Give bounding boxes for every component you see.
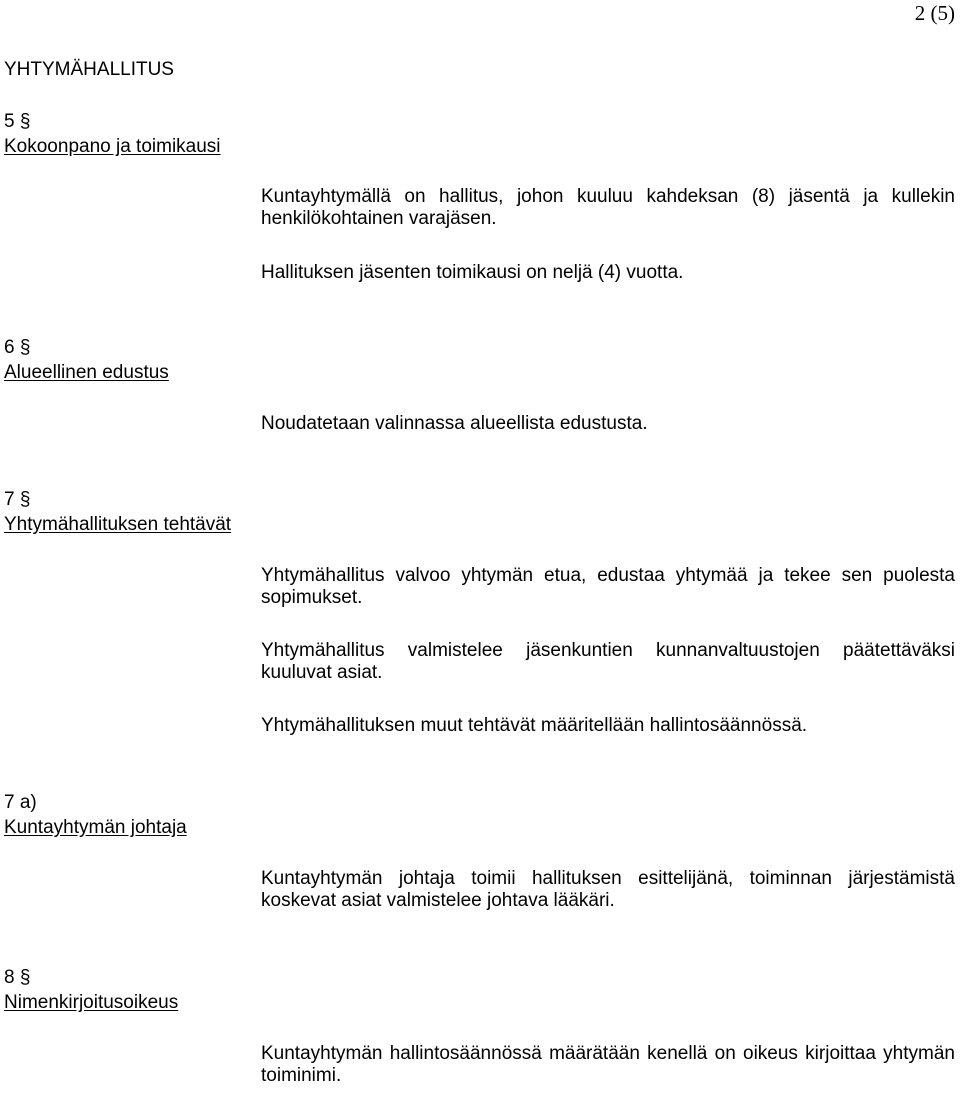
section-number: 5: [4, 111, 15, 132]
section-symbol: §: [19, 489, 31, 510]
section-number: 7: [4, 489, 15, 510]
section-7-title: Yhtymähallituksen tehtävät: [4, 514, 232, 535]
section-number: 7 a): [4, 792, 37, 813]
section-7a-title: Kuntayhtymän johtaja: [4, 817, 187, 838]
section-6-paragraph-1: Noudatetaan valinnassa alueellista edustusta.: [261, 413, 648, 434]
section-number: 8: [4, 967, 15, 988]
section-6-number-line: [4, 337, 30, 359]
section-5-title: Kokoonpano ja toimikausi: [4, 136, 221, 157]
section-5-number-line: [4, 111, 30, 133]
section-number: 6: [4, 337, 15, 358]
section-7-paragraph-3: Yhtymähallituksen muut tehtävät määritellään hallintosäännössä.: [261, 715, 808, 736]
page-number: 2 (5): [914, 1, 955, 25]
section-5-paragraph-1: Kuntayhtymällä on hallitus, johon kuuluu kahdeksan (8) jäsentä ja kullekin henkilökohtainen varajäsen.: [261, 186, 955, 229]
section-8-title: Nimenkirjoitusoikeus: [4, 992, 179, 1013]
section-7-number-line: [4, 489, 30, 511]
section-7a-paragraph-1: Kuntayhtymän johtaja toimii hallituksen esittelijänä, toiminnan järjestämistä koskevat asiat valmistelee johtava lääkäri.: [261, 868, 955, 911]
section-6-title: Alueellinen edustus: [4, 362, 169, 383]
section-symbol: §: [19, 967, 31, 988]
section-8-paragraph-1: Kuntayhtymän hallintosäännössä määrätään kenellä on oikeus kirjoittaa yhtymän toiminimi.: [261, 1043, 955, 1086]
section-7a-number-line: [4, 792, 37, 814]
main-heading: YHTYMÄHALLITUS: [4, 59, 174, 80]
section-8-number-line: [4, 967, 30, 989]
section-symbol: §: [19, 111, 31, 132]
section-symbol: §: [19, 337, 31, 358]
section-7-paragraph-1: Yhtymähallitus valvoo yhtymän etua, edustaa yhtymää ja tekee sen puolesta sopimukset.: [261, 565, 955, 608]
section-5-paragraph-2: Hallituksen jäsenten toimikausi on neljä (4) vuotta.: [261, 262, 684, 283]
section-7-paragraph-2: Yhtymähallitus valmistelee jäsenkuntien kunnanvaltuustojen päätettäväksi kuuluvat asiat.: [261, 640, 955, 683]
